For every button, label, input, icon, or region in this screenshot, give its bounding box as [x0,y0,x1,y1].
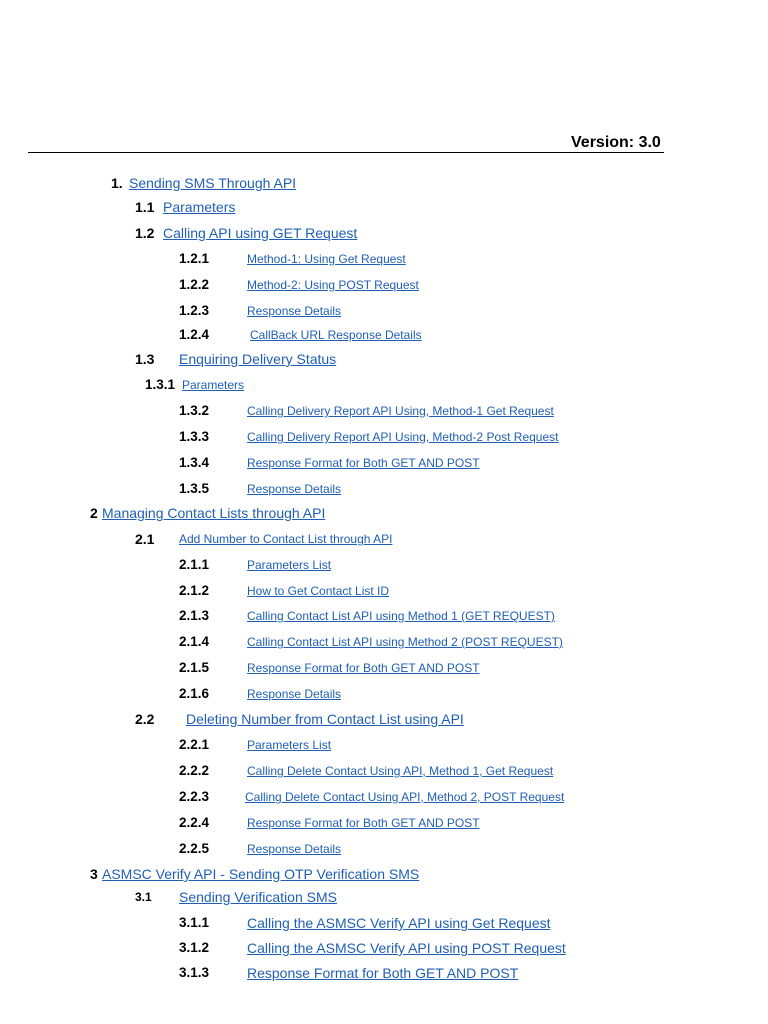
toc-number: 2.2 [135,711,155,727]
toc-number: 2.2.5 [179,841,210,856]
toc-number: 2.1.3 [179,608,210,623]
toc-link[interactable]: Calling Delivery Report API Using, Method-2 Post Request [247,430,559,444]
toc-number: 1.2.4 [179,327,210,342]
toc-number: 2.2.2 [179,763,210,778]
toc-number: 1.3.5 [179,481,210,496]
toc-number: 2.1.1 [179,557,210,572]
toc-link[interactable]: Calling API using GET Request [163,225,358,241]
toc-number: 1.2.1 [179,251,210,266]
toc-number: 3 [90,866,98,882]
toc-link[interactable]: Method-2: Using POST Request [247,278,419,292]
toc-link[interactable]: Calling Contact List API using Method 2 (POST REQUEST) [247,635,563,649]
toc-link[interactable]: ASMSC Verify API - Sending OTP Verification SMS [102,866,420,882]
toc-link[interactable]: Managing Contact Lists through API [102,505,326,521]
toc-link[interactable]: Response Details [247,304,342,318]
toc-number: 1.3.1 [145,377,176,392]
toc-link[interactable]: Deleting Number from Contact List using API [186,711,464,727]
toc-link[interactable]: Response Details [247,482,342,496]
toc-number: 1.3.3 [179,429,210,444]
toc-link[interactable]: How to Get Contact List ID [247,584,390,598]
toc-link[interactable]: Parameters [163,199,236,215]
document-version: Version: 3.0 [571,134,661,151]
toc-link[interactable]: Response Format for Both GET AND POST [247,661,480,675]
toc-link[interactable]: Add Number to Contact List through API [179,532,393,546]
toc-link[interactable]: Response Details [247,842,342,856]
toc-number: 3.1 [135,890,152,904]
toc-link[interactable]: Sending Verification SMS [179,889,337,905]
toc-link[interactable]: Response Format for Both GET AND POST [247,965,519,981]
toc-number: 3.1.1 [179,915,210,930]
toc-number: 1.3 [135,351,155,367]
toc-number: 1.2 [135,225,155,241]
toc-link[interactable]: Calling Contact List API using Method 1 (GET REQUEST) [247,609,555,623]
toc-number: 1.3.4 [179,455,210,470]
toc-link[interactable]: Parameters [182,378,245,392]
toc-link[interactable]: Calling the ASMSC Verify API using POST Request [247,940,566,956]
toc-link[interactable]: Calling the ASMSC Verify API using Get Request [247,915,551,931]
toc-number: 3.1.2 [179,940,210,955]
toc-number: 1. [111,175,123,191]
toc-link[interactable]: Enquiring Delivery Status [179,351,337,367]
toc-link[interactable]: Response Format for Both GET AND POST [247,456,480,470]
toc-number: 1.1 [135,199,155,215]
toc-number: 3.1.3 [179,965,210,980]
toc-link[interactable]: Calling Delivery Report API Using, Method-1 Get Request [247,404,554,418]
toc-link[interactable]: Parameters List [247,558,332,572]
toc-link[interactable]: Parameters List [247,738,332,752]
header-rule [28,152,664,153]
toc-link[interactable]: Sending SMS Through API [129,175,297,191]
toc-number: 2.1.4 [179,634,210,649]
toc-number: 2.2.1 [179,737,210,752]
toc-number: 2.2.4 [179,815,210,830]
toc-link[interactable]: Response Details [247,687,342,701]
toc-link[interactable]: Calling Delete Contact Using API, Method 1, Get Request [247,764,554,778]
toc-link[interactable]: CallBack URL Response Details [250,328,422,342]
toc-link[interactable]: Response Format for Both GET AND POST [247,816,480,830]
toc-number: 2.2.3 [179,789,210,804]
toc-number: 1.2.3 [179,303,210,318]
toc-number: 2.1.5 [179,660,210,675]
toc-number: 1.2.2 [179,277,210,292]
toc-number: 2.1.6 [179,686,210,701]
toc-number: 1.3.2 [179,403,210,418]
toc-number: 2.1.2 [179,583,210,598]
toc-link[interactable]: Calling Delete Contact Using API, Method 2, POST Request [245,790,565,804]
toc-number: 2 [90,505,98,521]
toc-number: 2.1 [135,531,155,547]
toc-link[interactable]: Method-1: Using Get Request [247,252,406,266]
